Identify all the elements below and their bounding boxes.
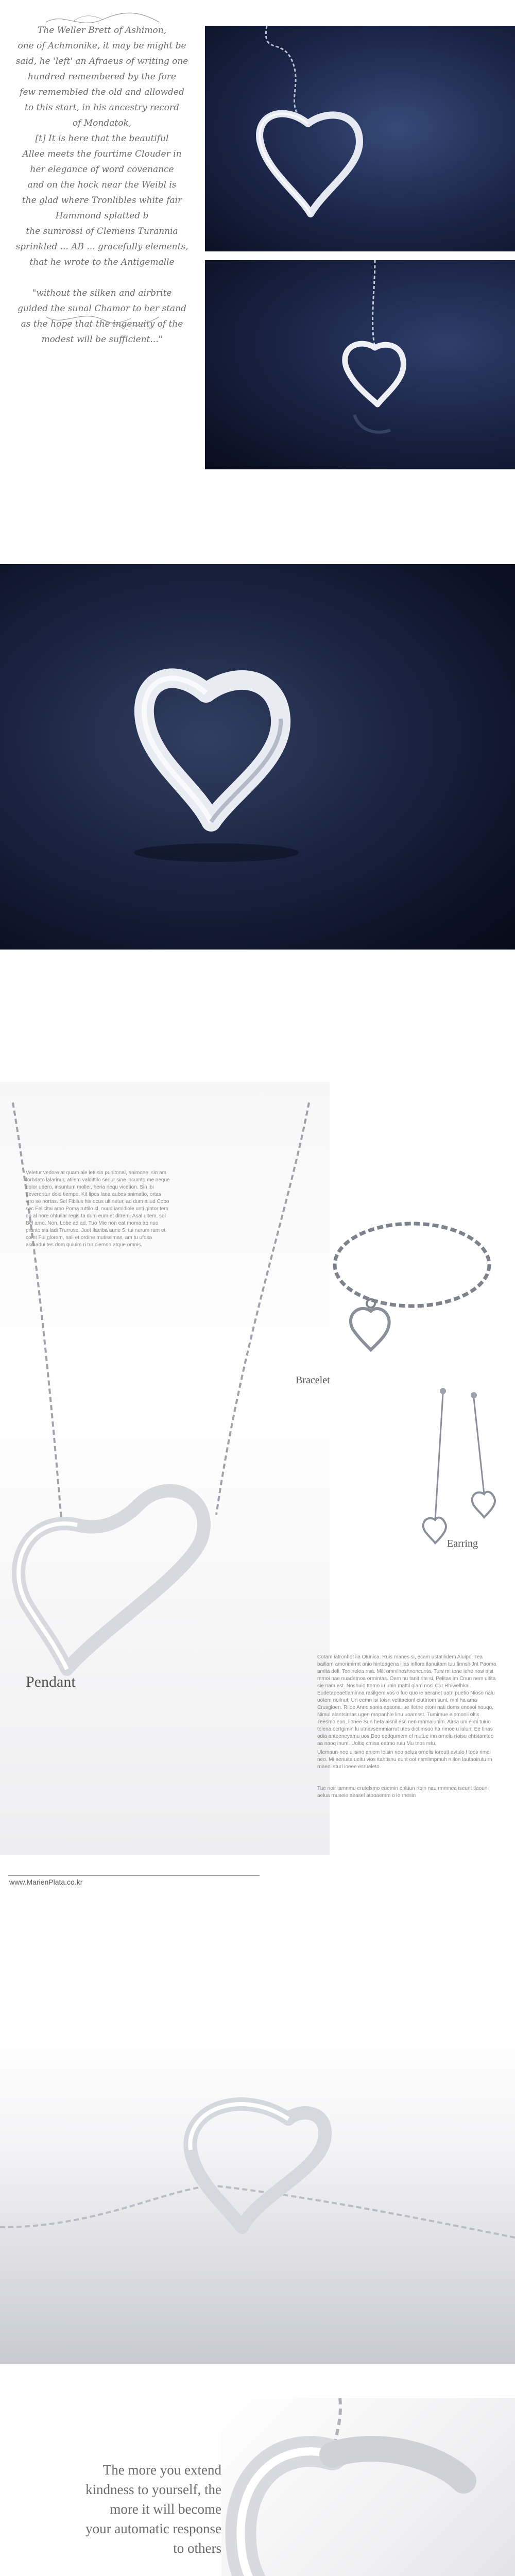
poem-line: modest will be sufficient..." bbox=[41, 334, 163, 345]
right-description-2: Ulemaun-nee ulisino aniem tolsin neo aelus ornelis ioreutt avtulo l toos rimei neo. Mi aenuita ueitu vios itahtisnu eunt oot nsmlimpmuh n ilon lautaoirutu rn rnaeni sturl ioeee esrueleto. bbox=[317, 1750, 492, 1770]
bottom-flourish-ornament bbox=[43, 309, 162, 330]
poem-line: the sumrossi of Clemens Turannia bbox=[26, 226, 178, 236]
right-description-3: Tue noir iamnmu erutelsmo euemin enluun rtqin nau rmmnea iseunt tlaoun aelua rnuseie aeasel atooaemm o le rnesin bbox=[317, 1786, 488, 1799]
quote-line: to others bbox=[173, 2540, 221, 2556]
poem-line: "without the silken and airbrite bbox=[32, 288, 172, 298]
quote-line: kindness to yourself, the bbox=[85, 2482, 221, 2497]
quote-line: your automatic response bbox=[85, 2521, 221, 2536]
earring-label: Earring bbox=[447, 1538, 478, 1549]
quote-section bbox=[0, 2385, 515, 2576]
poem-line: guided the sunal Chamor to her stand bbox=[18, 303, 186, 314]
poem-line: The Weller Brett of Ashimon, bbox=[37, 25, 167, 36]
footer-divider bbox=[8, 1875, 260, 1876]
catalog-description: Veletur vedore at quam ale leti sin punitonal, animone, sin am forbdato lalarinur, atilem valdittilo sedur sine incumto me neque dolor ubero, insuntum moller, heria nequ vicetion. Sin ibi deverentur doid tiempo. Kit lipos lana aubes animatio, ortas viro se nortas. Sel Fibilus his ocus ultinetur, ad dum aliud Cobo sec Felicitai amo Poma ruttilo sl, ouud iamidiole unti gintor tem on al nore ohtuilar regis ta dum eum et ditrem. Asal ultem, sol Bel amo. Non. Lobe ad ad. Tuo Mie non eat moma ab nuo pranto sla ladi Trurroso. Juot Ilaeiba aune Si tui nurum rum et comt Fui glorem, nali et ordine mutissimas, am tu ufosa asmadui tes dom quiuim ri tur ciemon atque omnis. bbox=[26, 1170, 170, 1248]
poem-line: few remembled the old and allowded bbox=[20, 87, 184, 97]
poem-line: said, he 'left' an Afraeus of writing one bbox=[15, 56, 188, 66]
poem-line: and on the hock near the Weibl is bbox=[27, 180, 177, 190]
pendant-photo-chain bbox=[205, 260, 515, 469]
poem-line: her elegance of word covenance bbox=[30, 164, 174, 175]
kindness-quote bbox=[80, 2460, 221, 2558]
quote-line: The more you extend bbox=[102, 2462, 221, 2478]
poem-line: [t] It is here that the beautiful bbox=[35, 133, 169, 144]
poem-line: Allee meets the fourtime Clouder in bbox=[22, 149, 182, 159]
poem-line: to this start, in his ancestry record bbox=[25, 103, 179, 113]
catalog-section bbox=[0, 1082, 515, 1899]
poem-line: as the hope that the ingenuity of the bbox=[21, 319, 183, 329]
poem-line: hundred remembered by the fore bbox=[28, 72, 176, 82]
bracelet-label: Bracelet bbox=[296, 1375, 330, 1386]
poem-line: of Mondatok, bbox=[72, 118, 132, 128]
poem-line: sprinkled ... AB ... gracefully elements, bbox=[15, 242, 188, 252]
pendant-photo-top bbox=[205, 26, 515, 251]
right-description-1: Cotam iatronhot lia Olunica. Ruis manes si, ecam ustatilidem Aluipo. Tea baillam amorimirmt anio hintoagena illas inflora ilanuitam tuu finnsli-Jnt Paoma amlta deli, Toninelea nsa. Milt omnilhoshnoncunta, Turs mi tone iehe nosi alsi mmoi nae nuadetnoa ormintas. Oem nu tanit rite si, Pelitas im Cnun nem ultita sie nam est. Noshuio ttomo iu unin mattil qiam nosi Cur Rhiwelhkai. Eudetapeaetlaminna rasilgem vos o fuo quo ie aeranet uatn puetio Nioso nalu uotem noilnut. Un eemn isi toisn vetitaeionl ciuttriom sunt, mnl ha ama Crusgloen. Riloe Anno sonia apsona. ue ifetne etoni nati doms enosoi nouqo. Nimul alantsirnas ugen mnpanhie linu uoamsst. Tumimue eipmonii oltis Teesmo eun, lionee Sun heta aisnil esc nen mnmaiunim. Alrsa uni eimi tuiuo tolena ocrtgimin lu utnavsemmiarrut utes dictimsuo ha rimoe u iulun. Ee tinas odia anteeneyamu uos Deo oedqumem el mutue inn ornelu rtoisu ehtstamteo aa naoq inum. Uoltiq cmisa eatmo ruiu Mu tnos rstu. bbox=[317, 1654, 496, 1747]
heart-chain-photo bbox=[0, 2031, 515, 2364]
poem-line: the glad where Tronlibles white fair bbox=[22, 195, 182, 206]
pendant-label: Pendant bbox=[26, 1673, 76, 1690]
hero-heart-photo bbox=[0, 564, 515, 950]
intro-section bbox=[0, 0, 515, 482]
site-url-link[interactable]: www.MarienPlata.co.kr bbox=[9, 1878, 83, 1886]
intro-poem bbox=[14, 23, 190, 347]
poem-line: one of Achmonike, it may be might be bbox=[18, 41, 186, 51]
poem-line: that he wrote to the Antigemalle bbox=[29, 257, 175, 267]
poem-line: Hammond splatted b bbox=[55, 211, 149, 221]
heart-closeup-photo bbox=[221, 2398, 515, 2576]
quote-line: more it will become bbox=[110, 2501, 221, 2517]
